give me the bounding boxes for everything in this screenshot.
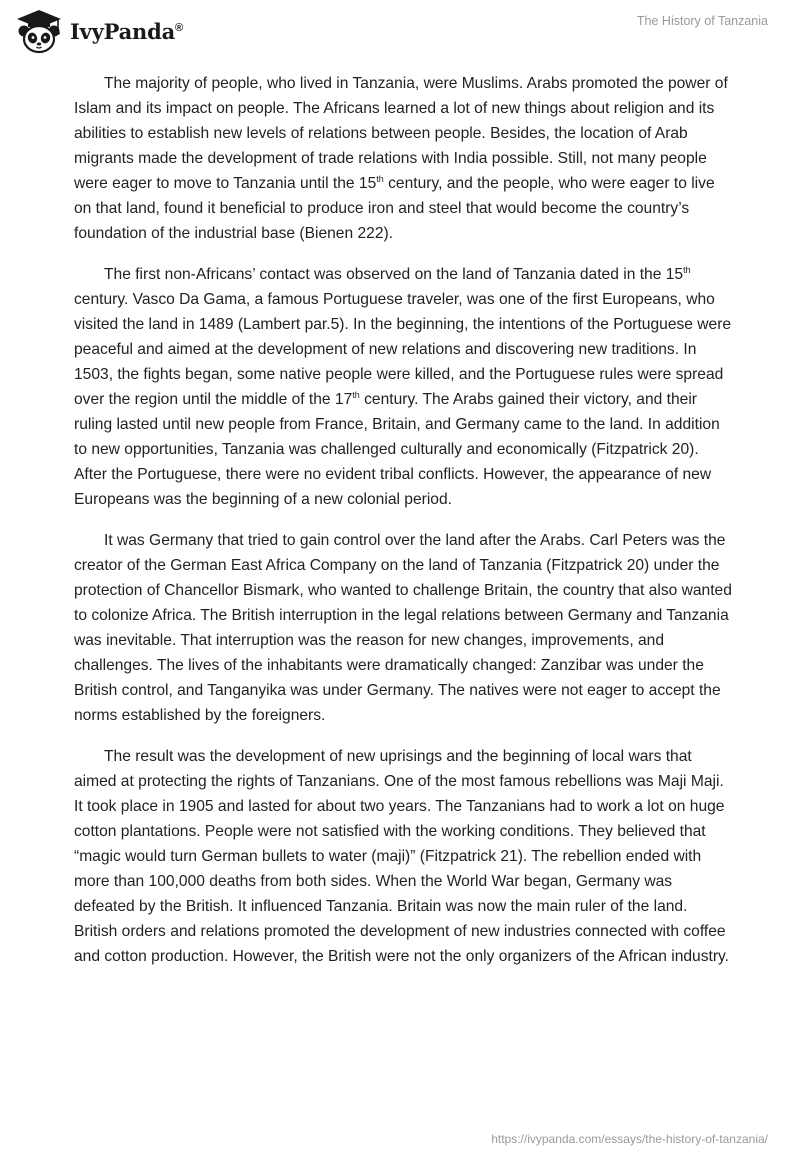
superscript: th bbox=[683, 264, 691, 275]
essay-body bbox=[74, 71, 734, 985]
page-header bbox=[0, 0, 800, 60]
document-title: The History of Tanzania bbox=[636, 14, 768, 28]
logo-wordmark: IvyPanda® bbox=[70, 18, 183, 44]
superscript: th bbox=[352, 389, 360, 400]
paragraph-1: The majority of people, who lived in Tanzania, were Muslims. Arabs promoted the power of Islam and its impact on people. The Africans learned a lot of new things about religion and its abilities to establish new levels of relations between people. Besides, the location of Arab migrants made the development of trade relations with India possible. Still, not many people were eager to move to Tanzania until the 15th century, and the people, who were eager to live on that land, found it beneficial to produce iron and steel that would become the country’s foundation of the industrial base (Bienen 222). bbox=[74, 75, 728, 242]
paragraph-3: It was Germany that tried to gain control over the land after the Arabs. Carl Peters was the creator of the German East Africa Company on the land of Tanzania (Fitzpatrick 20) under the protection of Chancellor Bismark, who wanted to challenge Britain, the country that also wanted to colonize Africa. The British interruption in the legal relations between Germany and Tanzania was inevitable. That interruption was the reason for new changes, improvements, and challenges. The lives of the inhabitants were dramatically changed: Zanzibar was under the British control, and Tanganyika was under Germany. The natives were not eager to accept the norms established by the foreigners. bbox=[74, 532, 732, 724]
paragraph-4: The result was the development of new uprisings and the beginning of local wars that aimed at protecting the rights of Tanzanians. One of the most famous rebellions was Maji Maji. It took place in 1905 and lasted for about two years. The Tanzanians had to work a lot on huge cotton plantations. People were not satisfied with the working conditions. They believed that “magic would turn German bullets to water (maji)” (Fitzpatrick 21). The rebellion ended with more than 100,000 deaths from both sides. When the World War began, Germany was defeated by the British. It influenced Tanzania. Britain was now the main ruler of the land. British orders and relations promoted the development of new industries connected with coffee and cotton production. However, the British were not the only organizers of the African industry. bbox=[74, 748, 730, 965]
source-url-link[interactable]: https://ivypanda.com/essays/the-history-of-tanzania/ bbox=[491, 1132, 768, 1146]
ivypanda-logo[interactable] bbox=[14, 8, 183, 54]
paragraph-2: The first non-Africans’ contact was observed on the land of Tanzania dated in the 15th century. Vasco Da Gama, a famous Portuguese traveler, was one of the first Europeans, who visited the land in 1489 (Lambert par.5). In the beginning, the intentions of the Portuguese were peaceful and aimed at the development of new relations and discovering new traditions. In 1503, the fights began, some native people were killed, and the Portuguese rules were spread over the region until the middle of the 17th century. The Arabs gained their victory, and their ruling lasted until new people from France, Britain, and Germany came to the land. In addition to new opportunities, Tanzania was challenged culturally and economically (Fitzpatrick 20). After the Portuguese, there were no evident tribal conflicts. However, the appearance of new Europeans was the beginning of a new colonial period. bbox=[74, 264, 732, 508]
registered-mark: ® bbox=[175, 21, 183, 34]
superscript: th bbox=[376, 173, 384, 184]
panda-graduation-cap-icon bbox=[14, 8, 64, 54]
